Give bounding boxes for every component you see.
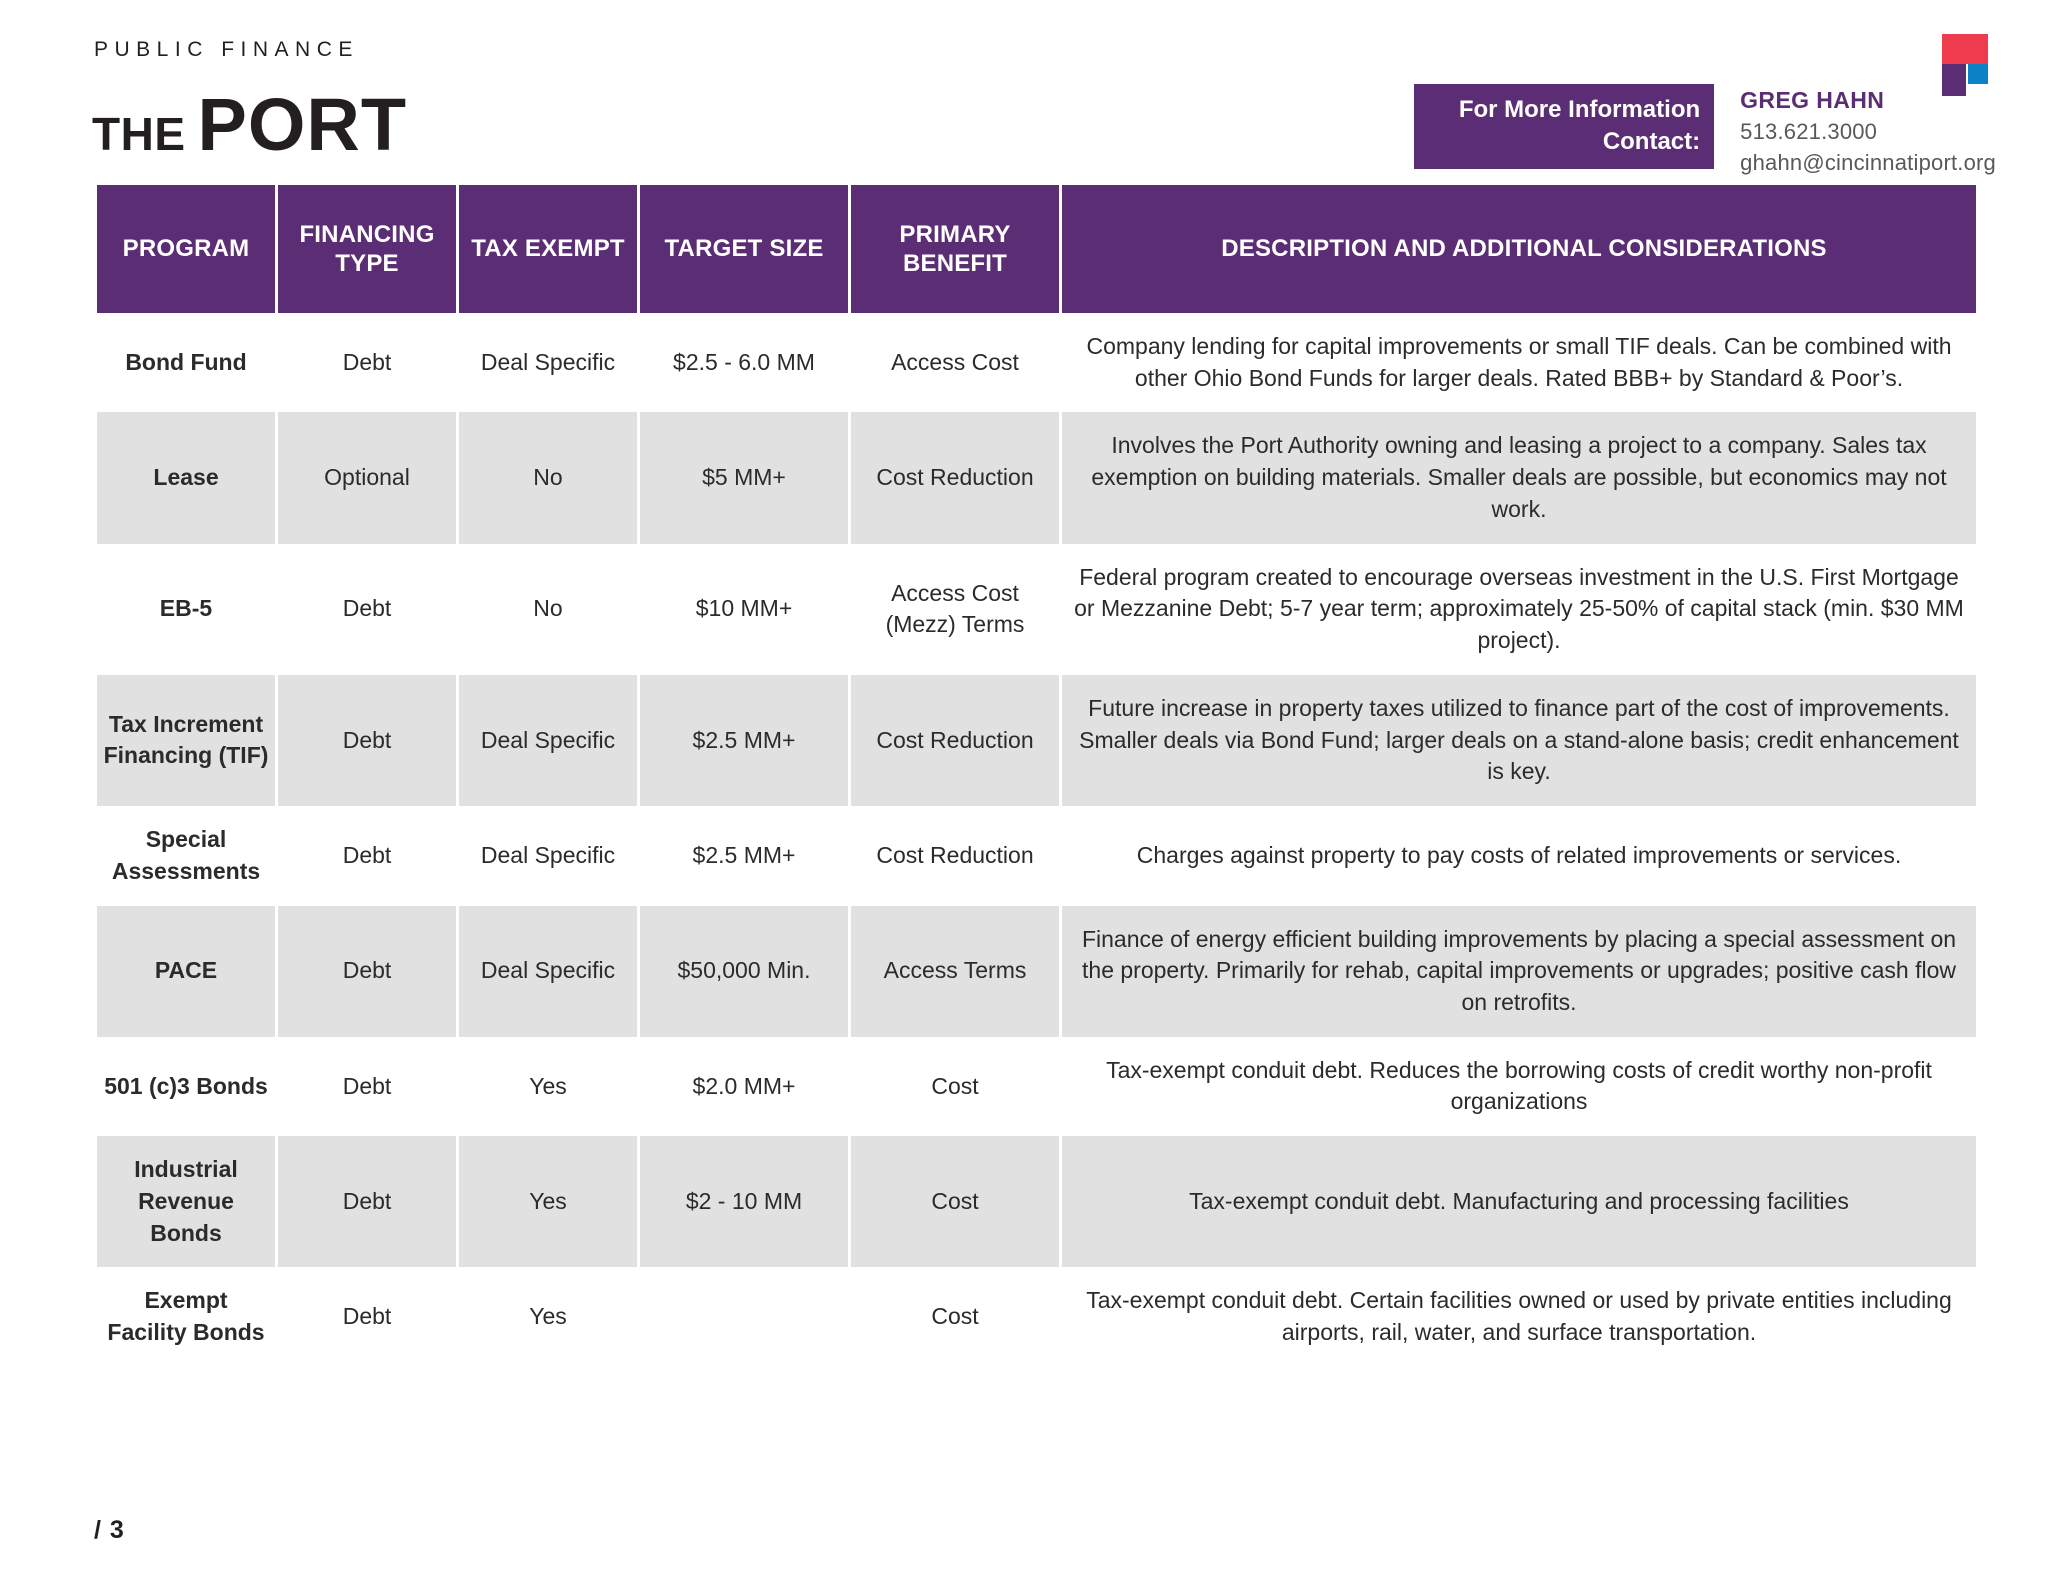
cell-tax-exempt: No — [459, 544, 637, 675]
cell-financing-type: Debt — [278, 806, 456, 905]
cell-tax-exempt: Yes — [459, 1136, 637, 1267]
cell-primary-benefit: Access Cost — [851, 313, 1059, 412]
column-header-tax-exempt: TAX EXEMPT — [459, 185, 637, 313]
wordmark-port: PORT — [197, 83, 408, 166]
contact-details — [1740, 84, 1996, 178]
table-row — [97, 544, 1976, 675]
table-header-row — [97, 185, 1976, 313]
column-header-target-size: TARGET SIZE — [640, 185, 848, 313]
cell-financing-type: Debt — [278, 544, 456, 675]
cell-description: Tax-exempt conduit debt. Manufacturing and processing facilities — [1062, 1136, 1976, 1267]
cell-description: Involves the Port Authority owning and leasing a project to a company. Sales tax exemption on building materials. Smaller deals are possible, but economics may not work. — [1062, 412, 1976, 543]
table-row — [97, 1136, 1976, 1267]
cell-tax-exempt: No — [459, 412, 637, 543]
table-body — [97, 313, 1976, 1367]
contact-banner — [1414, 84, 1714, 169]
cell-tax-exempt: Deal Specific — [459, 806, 637, 905]
cell-description: Tax-exempt conduit debt. Certain facilities owned or used by private entities including airports, rail, water, and surface transportation. — [1062, 1267, 1976, 1366]
cell-primary-benefit: Cost Reduction — [851, 412, 1059, 543]
the-port-logo — [92, 83, 408, 166]
contact-block — [1414, 84, 1996, 178]
cell-program: EB-5 — [97, 544, 275, 675]
cell-program: Lease — [97, 412, 275, 543]
cell-financing-type: Debt — [278, 675, 456, 806]
table-header — [97, 185, 1976, 313]
page-number: / 3 — [94, 1516, 125, 1544]
cell-description: Tax-exempt conduit debt. Reduces the borrowing costs of credit worthy non-profit organizations — [1062, 1037, 1976, 1136]
cell-target-size: $10 MM+ — [640, 544, 848, 675]
cell-description: Finance of energy efficient building improvements by placing a special assessment on the property. Primarily for rehab, capital improvements or upgrades; positive cash flow on retrofits. — [1062, 906, 1976, 1037]
table-row — [97, 806, 1976, 905]
cell-description: Charges against property to pay costs of related improvements or services. — [1062, 806, 1976, 905]
contact-phone-number[interactable]: 513.621.3000 — [1740, 118, 1878, 144]
cell-description: Company lending for capital improvements or small TIF deals. Can be combined with other Ohio Bond Funds for larger deals. Rated BBB+ by Standard & Poor’s. — [1062, 313, 1976, 412]
cell-target-size — [640, 1267, 848, 1366]
cell-primary-benefit: Cost — [851, 1037, 1059, 1136]
cell-tax-exempt: Deal Specific — [459, 675, 637, 806]
cell-program: Bond Fund — [97, 313, 275, 412]
cell-tax-exempt: Yes — [459, 1037, 637, 1136]
cell-program: 501 (c)3 Bonds — [97, 1037, 275, 1136]
page-header — [0, 0, 2048, 175]
table-row — [97, 675, 1976, 806]
logo-blue-block — [1968, 64, 1988, 84]
cell-financing-type: Debt — [278, 1037, 456, 1136]
cell-financing-type: Debt — [278, 313, 456, 412]
cell-target-size: $2 - 10 MM — [640, 1136, 848, 1267]
cell-financing-type: Debt — [278, 1136, 456, 1267]
cell-target-size: $2.5 - 6.0 MM — [640, 313, 848, 412]
cell-target-size: $2.0 MM+ — [640, 1037, 848, 1136]
table-row — [97, 412, 1976, 543]
logo-red-block — [1942, 34, 1988, 64]
cell-target-size: $2.5 MM+ — [640, 806, 848, 905]
cell-program: Industrial Revenue Bonds — [97, 1136, 275, 1267]
section-eyebrow: PUBLIC FINANCE — [94, 38, 359, 61]
cell-program: Special Assessments — [97, 806, 275, 905]
cell-tax-exempt: Deal Specific — [459, 313, 637, 412]
cell-program: PACE — [97, 906, 275, 1037]
table-row — [97, 1267, 1976, 1366]
cell-financing-type: Optional — [278, 412, 456, 543]
cell-description: Future increase in property taxes utilized to finance part of the cost of improvements. Smaller deals via Bond Fund; larger deals on a stand-alone basis; credit enhancement is key. — [1062, 675, 1976, 806]
table-row — [97, 906, 1976, 1037]
table-row — [97, 313, 1976, 412]
cell-target-size: $50,000 Min. — [640, 906, 848, 1037]
financing-programs-table — [94, 185, 1979, 1367]
contact-banner-line-1: For More Information — [1458, 96, 1701, 123]
cell-financing-type: Debt — [278, 906, 456, 1037]
cell-tax-exempt: Yes — [459, 1267, 637, 1366]
cell-primary-benefit: Cost — [851, 1267, 1059, 1366]
cell-target-size: $5 MM+ — [640, 412, 848, 543]
cell-primary-benefit: Access Cost (Mezz) Terms — [851, 544, 1059, 675]
cell-financing-type: Debt — [278, 1267, 456, 1366]
cell-primary-benefit: Cost Reduction — [851, 675, 1059, 806]
column-header-financing-type: FINANCING TYPE — [278, 185, 456, 313]
wordmark-the: THE — [92, 108, 186, 160]
cell-primary-benefit: Cost — [851, 1136, 1059, 1267]
cell-program: Exempt Facility Bonds — [97, 1267, 275, 1366]
cell-description: Federal program created to encourage overseas investment in the U.S. First Mortgage or Mezzanine Debt; 5-7 year term; approximately 25-50% of capital stack (min. $30 MM project). — [1062, 544, 1976, 675]
table-row — [97, 1037, 1976, 1136]
cell-target-size: $2.5 MM+ — [640, 675, 848, 806]
cell-primary-benefit: Cost Reduction — [851, 806, 1059, 905]
contact-person-name: GREG HAHN — [1740, 87, 1885, 113]
cell-program: Tax Increment Financing (TIF) — [97, 675, 275, 806]
programs-table-container — [94, 185, 1979, 1367]
column-header-description: DESCRIPTION AND ADDITIONAL CONSIDERATIONS — [1062, 185, 1976, 313]
contact-email-address[interactable]: ghahn@cincinnatiport.org — [1740, 150, 1996, 176]
cell-primary-benefit: Access Terms — [851, 906, 1059, 1037]
column-header-primary-benefit: PRIMARY BENEFIT — [851, 185, 1059, 313]
contact-banner-line-2: Contact: — [1602, 127, 1701, 155]
cell-tax-exempt: Deal Specific — [459, 906, 637, 1037]
column-header-program: PROGRAM — [97, 185, 275, 313]
